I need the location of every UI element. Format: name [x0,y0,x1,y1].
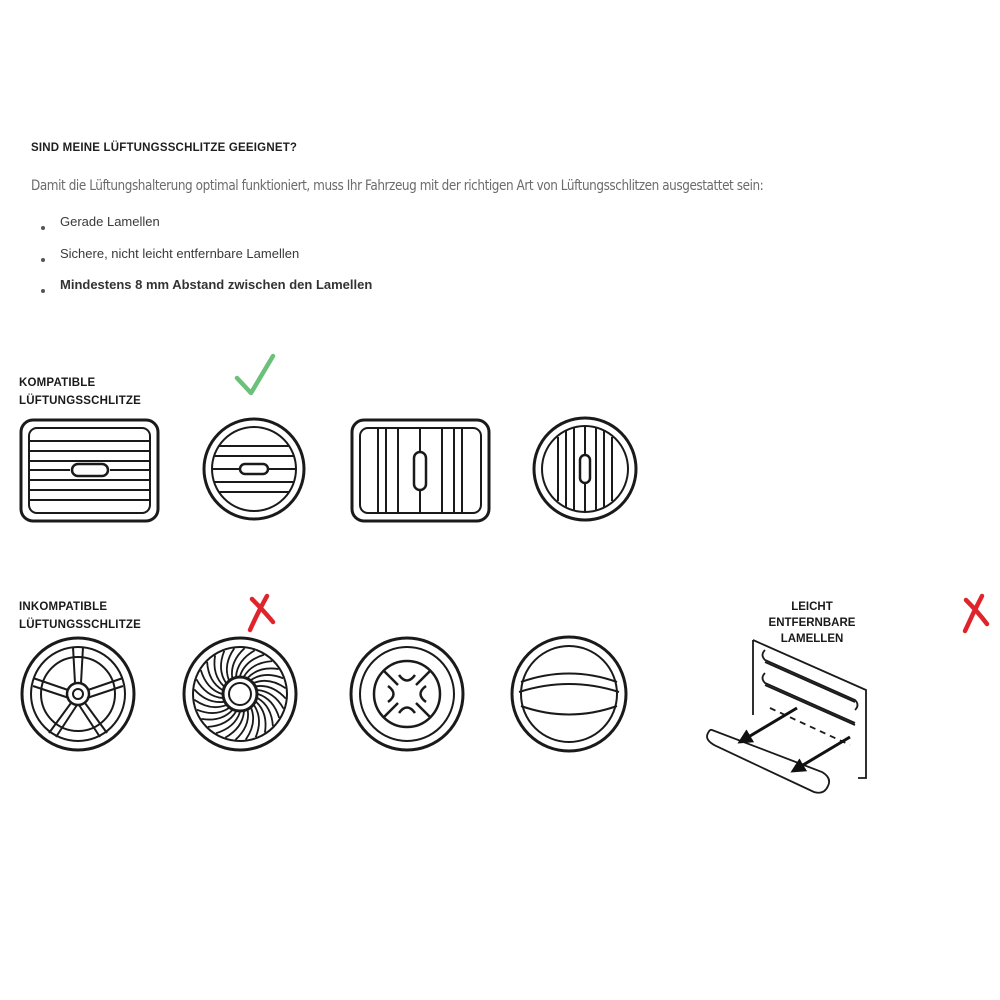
turbine-blade [197,708,229,713]
turbine-blade [256,686,286,699]
rectangular-vertical-vent-icon [352,420,489,521]
single-bar-vent-icon [512,637,626,751]
round-horizontal-vent-icon [204,419,304,519]
cross-vent-icon [351,638,463,750]
removable-louvres-illustration [707,640,866,793]
turbine-blade [194,689,224,702]
requirement-item: Mindestens 8 mm Abstand zwischen den Lamellen [38,277,372,309]
compatible-label: KOMPATIBLE LÜFTUNGSSCHLITZE [19,377,142,407]
section-heading: SIND MEINE LÜFTUNGSSCHLITZE GEEIGNET? [31,142,298,154]
turbine-blade [254,705,259,737]
rectangular-horizontal-vent-icon [21,420,158,521]
requirement-item: Sichere, nicht leicht entfernbare Lamellen [38,246,372,278]
spoke-wheel-vent-icon [22,638,134,750]
turbine-blade [251,675,283,680]
turbine-blade [221,651,226,683]
checkmark-icon [237,356,273,393]
turbine-blade [232,648,245,678]
cross-icon [965,596,987,631]
intro-text: Damit die Lüftungshalterung optimal funktioniert, muss Ihr Fahrzeug mit der richtigen Art von Lüftungsschlitzen ausgestattet sein: [31,178,764,194]
turbine-vent-icon [184,638,296,750]
round-vertical-vent-icon [534,418,636,520]
incompatible-label: INKOMPATIBLE LÜFTUNGSSCHLITZE [19,601,142,631]
cross-icon [250,596,273,630]
removable-louvres-label: LEICHT ENTFERNBARE LAMELLEN [768,601,856,645]
turbine-blade [235,710,248,740]
requirement-item: Gerade Lamellen [38,214,372,246]
